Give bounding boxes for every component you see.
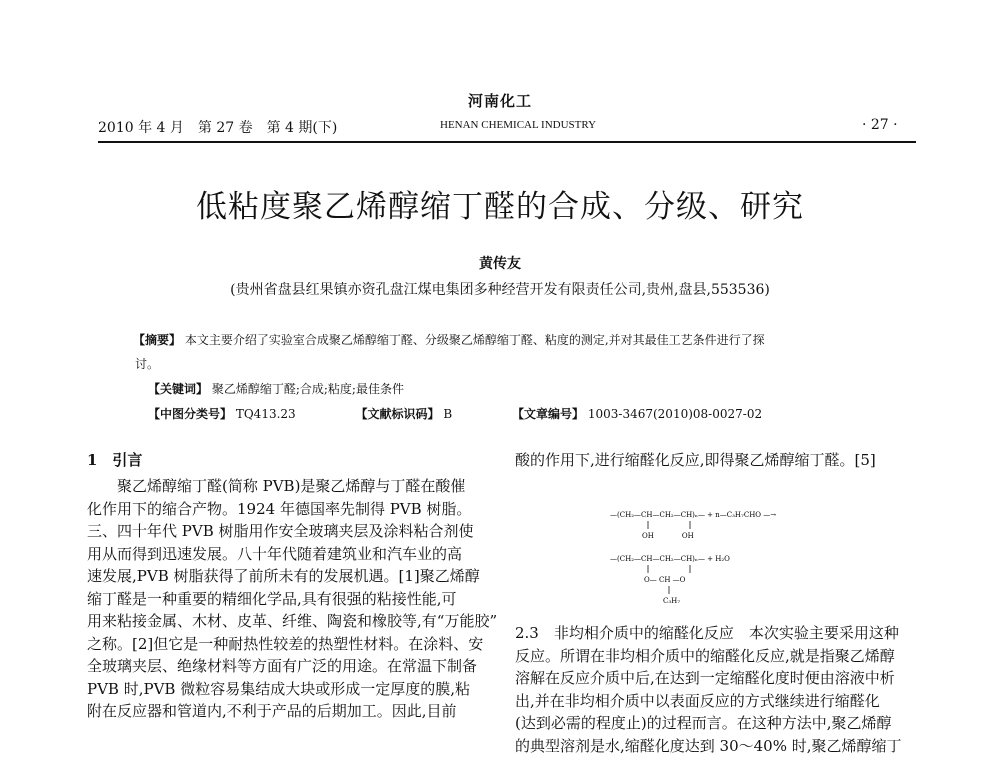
section-heading-intro: 1 引言 xyxy=(87,451,143,469)
body-line: 速发展,PVB 树脂获得了前所未有的发展机遇。[1]聚乙烯醇 xyxy=(87,567,480,585)
body-line: 2.3 非均相介质中的缩醛化反应 本次实验主要采用这种 xyxy=(515,624,899,642)
body-line: 附在反应器和管道内,不利于产品的后期加工。因此,目前 xyxy=(87,702,457,720)
body-line: 用来粘接金属、木材、皮革、纤维、陶瓷和橡胶等,有“万能胶” xyxy=(87,612,498,630)
abstract xyxy=(133,331,765,348)
formula-row2-sub: O— CH —O xyxy=(644,576,686,584)
right-column-top-line: 酸的作用下,进行缩醛化反应,即得聚乙烯醇缩丁醛。[5] xyxy=(515,451,876,469)
clc-value: TQ413.23 xyxy=(235,407,296,421)
formula-row2: —(CH₂—CH—CH₂—CH)ₙ— + H₂O xyxy=(610,555,730,563)
abstract-label: 【摘要】 xyxy=(133,333,182,347)
issue-info: 2010 年 4 月 第 27 卷 第 4 期(下) xyxy=(98,120,338,136)
body-line: 三、四十年代 PVB 树脂用作安全玻璃夹层及涂料粘合剂使 xyxy=(87,522,474,540)
body-line: 聚乙烯醇缩丁醛(简称 PVB)是聚乙烯醇与丁醛在酸催 xyxy=(87,477,466,495)
author-affiliation: (贵州省盘县红果镇亦资孔盘江煤电集团多种经营开发有限责任公司,贵州,盘县,553536) xyxy=(230,282,770,298)
keywords xyxy=(148,380,404,397)
journal-name-cn: 河南化工 xyxy=(467,92,532,110)
abstract-text-line2: 讨。 xyxy=(135,357,160,371)
doc-code-value: B xyxy=(443,407,453,421)
body-line: 的典型溶剂是水,缩醛化度达到 30～40% 时,聚乙烯醇缩丁 xyxy=(515,736,902,755)
body-line: (达到必需的程度止)的过程而言。在这种方法中,聚乙烯醇 xyxy=(515,714,892,732)
body-line: 用从而得到迅速发展。八十年代随着建筑业和汽车业的高 xyxy=(87,544,463,563)
keywords-label: 【关键词】 xyxy=(148,382,209,396)
keywords-text: 聚乙烯醇缩丁醛;合成;粘度;最佳条件 xyxy=(211,382,404,396)
body-line: PVB 时,PVB 微粒容易集结成大块或形成一定厚度的膜,粘 xyxy=(87,679,470,698)
section-2-3-body xyxy=(515,622,902,757)
body-line: 出,并在非均相介质中以表面反应的方式继续进行缩醛化 xyxy=(515,691,880,710)
article-title: 低粘度聚乙烯醇缩丁醛的合成、分级、研究 xyxy=(196,189,804,225)
article-no-label: 【文章编号】 xyxy=(512,407,585,421)
intro-body xyxy=(87,475,497,723)
page-number: · 27 · xyxy=(862,117,898,133)
formula-row1: —(CH₂—CH—CH₂—CH)ₙ— + n—C₃H₇CHO —→ xyxy=(610,511,777,519)
reaction-formula xyxy=(610,505,830,610)
formula-row1-sub: OH OH xyxy=(642,532,694,540)
body-line: 溶解在反应介质中后,在达到一定缩醛化度时便由溶液中析 xyxy=(515,669,895,687)
article-author: 黄传友 xyxy=(479,256,521,272)
body-line: 缩丁醛是一种重要的精细化学品,具有很强的粘接性能,可 xyxy=(87,589,457,608)
article-no-value: 1003-3467(2010)08-0027-02 xyxy=(587,407,763,421)
classification-row xyxy=(148,405,818,422)
journal-name-en: HENAN CHEMICAL INDUSTRY xyxy=(440,119,597,131)
doc-code-label: 【文献标识码】 xyxy=(355,407,440,421)
body-line: 反应。所谓在非均相介质中的缩醛化反应,就是指聚乙烯醇 xyxy=(515,646,895,665)
abstract-text-line1: 本文主要介绍了实验室合成聚乙烯醇缩丁醛、分级聚乙烯醇缩丁醛、粘度的测定,并对其最佳工艺条件进行了探 xyxy=(184,333,765,347)
clc-label: 【中图分类号】 xyxy=(148,407,233,421)
formula-row2-sub2: C₃H₇ xyxy=(663,597,681,605)
body-line: 化作用下的缩合产物。1924 年德国率先制得 PVB 树脂。 xyxy=(87,499,472,518)
header-rule xyxy=(98,141,916,143)
body-line: 全玻璃夹层、绝缘材料等方面有广泛的用途。在常温下制备 xyxy=(87,657,478,675)
body-line: 之称。[2]但它是一种耐热性较差的热塑性材料。在涂料、安 xyxy=(87,634,484,653)
